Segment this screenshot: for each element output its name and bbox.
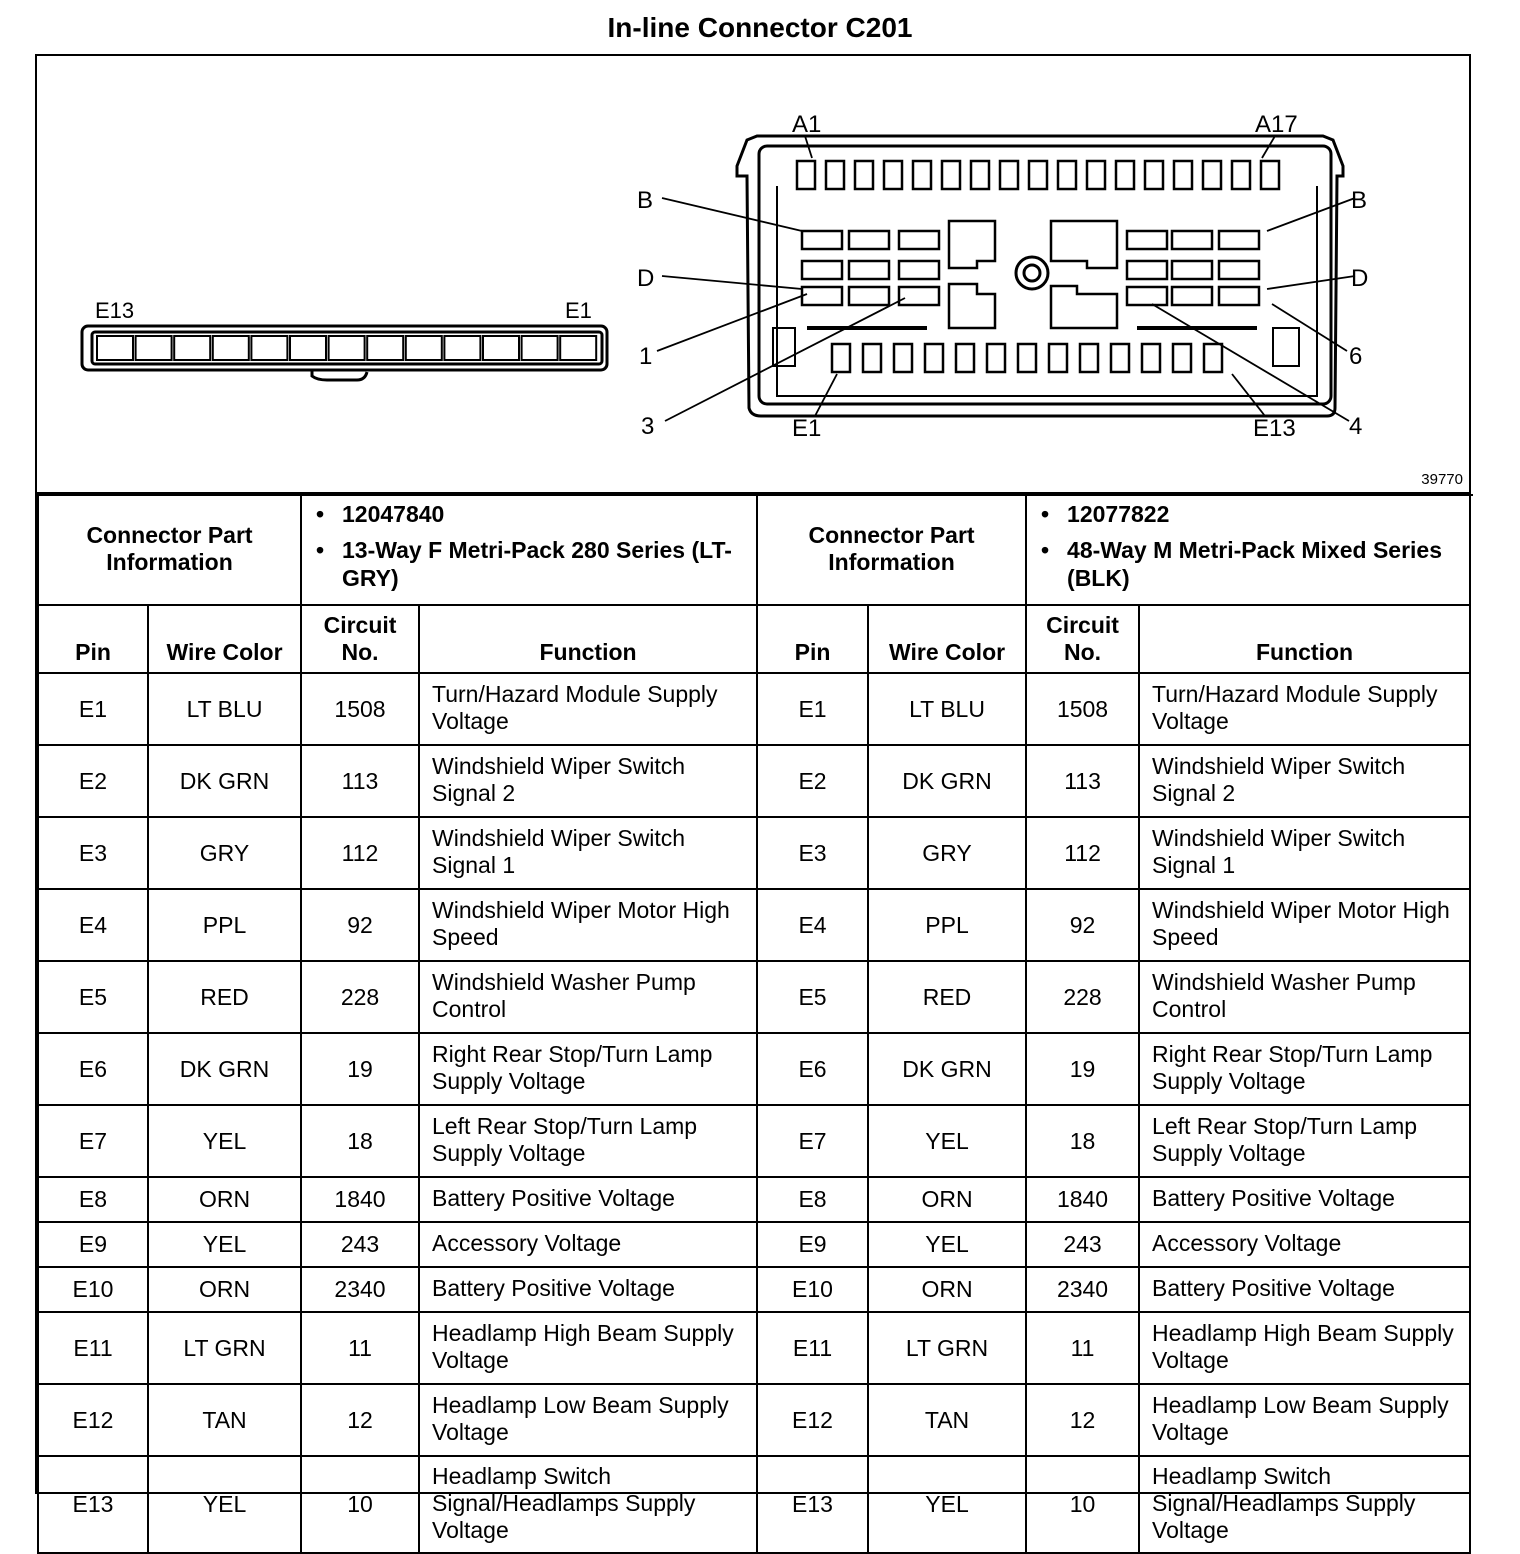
function-cell: Headlamp Switch Signal/Headlamps Supply Voltage [1139,1456,1470,1553]
wire-color-cell: YEL [148,1222,301,1267]
label-d-left: D [637,265,655,292]
pin-row-a [797,161,815,189]
label-3: 3 [641,413,655,440]
function-cell: Windshield Wiper Motor High Speed [419,889,757,961]
wire-color-cell: GRY [868,817,1026,889]
function-cell: Left Rear Stop/Turn Lamp Supply Voltage [1139,1105,1470,1177]
pin-row-a [1203,161,1221,189]
table-row [38,1456,1470,1553]
pin-row-a [1116,161,1134,189]
function-cell: Windshield Wiper Switch Signal 1 [419,817,757,889]
circuit-cell: 19 [301,1033,419,1105]
pin-row-e [1142,344,1160,372]
pin-cell: E4 [38,889,148,961]
column-header-row [38,605,1470,673]
function-cell: Windshield Wiper Switch Signal 2 [1139,745,1470,817]
pin-row-b [1172,231,1212,249]
label-e13-left: E13 [95,298,135,323]
header-wire-left: Wire Color [148,605,301,673]
wire-color-cell: ORN [148,1177,301,1222]
label-a17: A17 [1255,111,1298,138]
circuit-cell: 12 [301,1384,419,1456]
wire-color-cell: YEL [868,1222,1026,1267]
header-function-right: Function [1139,605,1470,673]
pin-row-e [894,344,912,372]
pin-row-d [802,287,842,305]
13-way-connector-face [82,326,607,380]
pin-row-a [1087,161,1105,189]
pin-row-e [1111,344,1129,372]
right-part-description: • 48-Way M Metri-Pack Mixed Series (BLK) [1067,536,1459,592]
pin-row-c [1172,261,1212,279]
table-row [38,1312,1470,1384]
pin-row-b [899,231,939,249]
left-info-label: Connector Part Information [38,493,301,605]
table-row [38,1033,1470,1105]
pin-cell: E10 [757,1267,868,1312]
function-cell: Headlamp Low Beam Supply Voltage [1139,1384,1470,1456]
wire-color-cell: GRY [148,817,301,889]
pin-cell: E5 [757,961,868,1033]
circuit-cell: 11 [301,1312,419,1384]
pin-cell: E8 [757,1177,868,1222]
circuit-cell: 243 [1026,1222,1139,1267]
pin-row-e [1080,344,1098,372]
pin-row-a [1174,161,1192,189]
function-cell: Windshield Wiper Switch Signal 1 [1139,817,1470,889]
right-info-items [1026,493,1470,605]
cavity-13way [136,336,172,360]
function-cell: Accessory Voltage [1139,1222,1470,1267]
pin-row-a [1058,161,1076,189]
pinout-table [37,492,1471,1554]
left-part-description: • 13-Way F Metri-Pack 280 Series (LT-GRY) [342,536,746,592]
header-wire-right: Wire Color [868,605,1026,673]
pin-row-d [1127,287,1167,305]
function-cell: Windshield Washer Pump Control [419,961,757,1033]
label-4: 4 [1349,413,1363,440]
pin-row-e [832,344,850,372]
label-1: 1 [639,343,653,370]
table-row [38,889,1470,961]
header-circuit-right: Circuit No. [1026,605,1139,673]
pin-cell: E13 [757,1456,868,1553]
header-pin-left: Pin [38,605,148,673]
label-b-left: B [637,187,654,214]
pin-cell: E4 [757,889,868,961]
pin-row-e [956,344,974,372]
pin-cell: E13 [38,1456,148,1553]
pin-row-e [925,344,943,372]
pin-row-b [849,231,889,249]
pin-cell: E6 [757,1033,868,1105]
pin-row-d [1172,287,1212,305]
circuit-cell: 1840 [301,1177,419,1222]
right-info-label: Connector Part Information [757,493,1026,605]
circuit-cell: 1508 [1026,673,1139,745]
table-row [38,745,1470,817]
table-row [38,1267,1470,1312]
function-cell: Accessory Voltage [419,1222,757,1267]
connector-diagram [37,56,1473,496]
circuit-cell: 10 [1026,1456,1139,1553]
cavity-13way [406,336,442,360]
wire-color-cell: DK GRN [868,745,1026,817]
circuit-cell: 112 [1026,817,1139,889]
circuit-cell: 18 [301,1105,419,1177]
pin-cell: E3 [38,817,148,889]
wire-color-cell: LT BLU [868,673,1026,745]
connector-drawing [37,56,1473,494]
circuit-cell: 2340 [1026,1267,1139,1312]
pin-row-a [855,161,873,189]
cavity-13way [213,336,249,360]
pin-cell: E1 [757,673,868,745]
function-cell: Headlamp High Beam Supply Voltage [419,1312,757,1384]
pin-row-e [863,344,881,372]
pin-row-c [802,261,842,279]
wire-color-cell: YEL [148,1456,301,1553]
wire-color-cell: YEL [148,1105,301,1177]
function-cell: Battery Positive Voltage [1139,1267,1470,1312]
function-cell: Left Rear Stop/Turn Lamp Supply Voltage [419,1105,757,1177]
pin-row-c [1219,261,1259,279]
table-row [38,673,1470,745]
cavity-13way [560,336,596,360]
table-row [38,1222,1470,1267]
circuit-cell: 12 [1026,1384,1139,1456]
pin-cell: E11 [38,1312,148,1384]
circuit-cell: 18 [1026,1105,1139,1177]
pin-cell: E10 [38,1267,148,1312]
pin-row-c [849,261,889,279]
label-b-right: B [1351,187,1368,214]
wire-color-cell: ORN [868,1177,1026,1222]
wire-color-cell: LT BLU [148,673,301,745]
wire-color-cell: YEL [868,1105,1026,1177]
pin-row-e [1018,344,1036,372]
function-cell: Turn/Hazard Module Supply Voltage [1139,673,1470,745]
pin-row-c [899,261,939,279]
circuit-cell: 1508 [301,673,419,745]
page-title: In-line Connector C201 [607,12,913,43]
pin-cell: E6 [38,1033,148,1105]
pin-row-e [1173,344,1191,372]
figure-number: 39770 [1421,471,1463,488]
pin-row-a [1232,161,1250,189]
pin-cell: E8 [38,1177,148,1222]
cavity-13way [444,336,480,360]
cavity-13way [290,336,326,360]
wire-color-cell: YEL [868,1456,1026,1553]
wire-color-cell: TAN [868,1384,1026,1456]
header-pin-right: Pin [757,605,868,673]
pin-row-b [1219,231,1259,249]
function-cell: Windshield Wiper Motor High Speed [1139,889,1470,961]
pin-cell: E2 [38,745,148,817]
table-row [38,1105,1470,1177]
pin-row-b [802,231,842,249]
label-d-right: D [1351,265,1369,292]
wire-color-cell: ORN [148,1267,301,1312]
pin-row-a [1029,161,1047,189]
pin-cell: E12 [38,1384,148,1456]
wire-color-cell: PPL [148,889,301,961]
function-cell: Windshield Washer Pump Control [1139,961,1470,1033]
table-row [38,961,1470,1033]
pin-row-e [1204,344,1222,372]
circuit-cell: 228 [1026,961,1139,1033]
function-cell: Windshield Wiper Switch Signal 2 [419,745,757,817]
table-row [38,1177,1470,1222]
pin-row-a [826,161,844,189]
label-a1: A1 [792,111,822,138]
circuit-cell: 113 [301,745,419,817]
wire-color-cell: TAN [148,1384,301,1456]
function-cell: Headlamp Low Beam Supply Voltage [419,1384,757,1456]
pin-cell: E12 [757,1384,868,1456]
pin-row-a [1000,161,1018,189]
pin-row-d [899,287,939,305]
circuit-cell: 92 [301,889,419,961]
wire-color-cell: RED [868,961,1026,1033]
circuit-cell: 112 [301,817,419,889]
pin-row-e [1049,344,1067,372]
connector-sheet [35,54,1471,1543]
pin-row-a [913,161,931,189]
function-cell: Headlamp Switch Signal/Headlamps Supply Voltage [419,1456,757,1553]
cavity-13way [174,336,210,360]
function-cell: Right Rear Stop/Turn Lamp Supply Voltage [419,1033,757,1105]
circuit-cell: 113 [1026,745,1139,817]
label-e1-bottom: E1 [792,415,822,442]
label-e1-left: E1 [565,298,592,323]
table-row [38,1384,1470,1456]
function-cell: Battery Positive Voltage [419,1267,757,1312]
pin-row-d [1219,287,1259,305]
cavity-13way [483,336,519,360]
circuit-cell: 2340 [301,1267,419,1312]
cavity-13way [329,336,365,360]
pin-row-d [849,287,889,305]
wire-color-cell: DK GRN [868,1033,1026,1105]
pin-row-a [1145,161,1163,189]
connector-info-row [38,493,1470,605]
function-cell: Battery Positive Voltage [1139,1177,1470,1222]
wire-color-cell: LT GRN [868,1312,1026,1384]
pin-cell: E7 [38,1105,148,1177]
circuit-cell: 19 [1026,1033,1139,1105]
wire-color-cell: RED [148,961,301,1033]
pin-cell: E5 [38,961,148,1033]
pin-row-a [884,161,902,189]
cavity-13way [522,336,558,360]
pin-cell: E7 [757,1105,868,1177]
pin-cell: E9 [38,1222,148,1267]
circuit-cell: 10 [301,1456,419,1553]
table-row [38,817,1470,889]
pin-row-a [1261,161,1279,189]
pin-row-c [1127,261,1167,279]
function-cell: Turn/Hazard Module Supply Voltage [419,673,757,745]
wire-color-cell: LT GRN [148,1312,301,1384]
header-function-left: Function [419,605,757,673]
pin-row-a [942,161,960,189]
wire-color-cell: DK GRN [148,1033,301,1105]
right-part-number: • 12077822 [1067,500,1459,528]
function-cell: Battery Positive Voltage [419,1177,757,1222]
left-info-items [301,493,757,605]
circuit-cell: 92 [1026,889,1139,961]
circuit-cell: 228 [301,961,419,1033]
cavity-13way [367,336,403,360]
wire-color-cell: PPL [868,889,1026,961]
function-cell: Right Rear Stop/Turn Lamp Supply Voltage [1139,1033,1470,1105]
pin-cell: E11 [757,1312,868,1384]
pin-row-e [987,344,1005,372]
function-cell: Headlamp High Beam Supply Voltage [1139,1312,1470,1384]
pin-cell: E9 [757,1222,868,1267]
pin-row-b [1127,231,1167,249]
wire-color-cell: ORN [868,1267,1026,1312]
cavity-13way [97,336,133,360]
circuit-cell: 1840 [1026,1177,1139,1222]
pin-cell: E3 [757,817,868,889]
pin-row-a [971,161,989,189]
48-way-connector-face [737,136,1343,416]
left-part-number: • 12047840 [342,500,746,528]
pin-cell: E1 [38,673,148,745]
header-circuit-left: Circuit No. [301,605,419,673]
circuit-cell: 243 [301,1222,419,1267]
label-6: 6 [1349,343,1363,370]
wire-color-cell: DK GRN [148,745,301,817]
circuit-cell: 11 [1026,1312,1139,1384]
cavity-13way [251,336,287,360]
pin-cell: E2 [757,745,868,817]
label-e13-bottom: E13 [1253,415,1296,442]
